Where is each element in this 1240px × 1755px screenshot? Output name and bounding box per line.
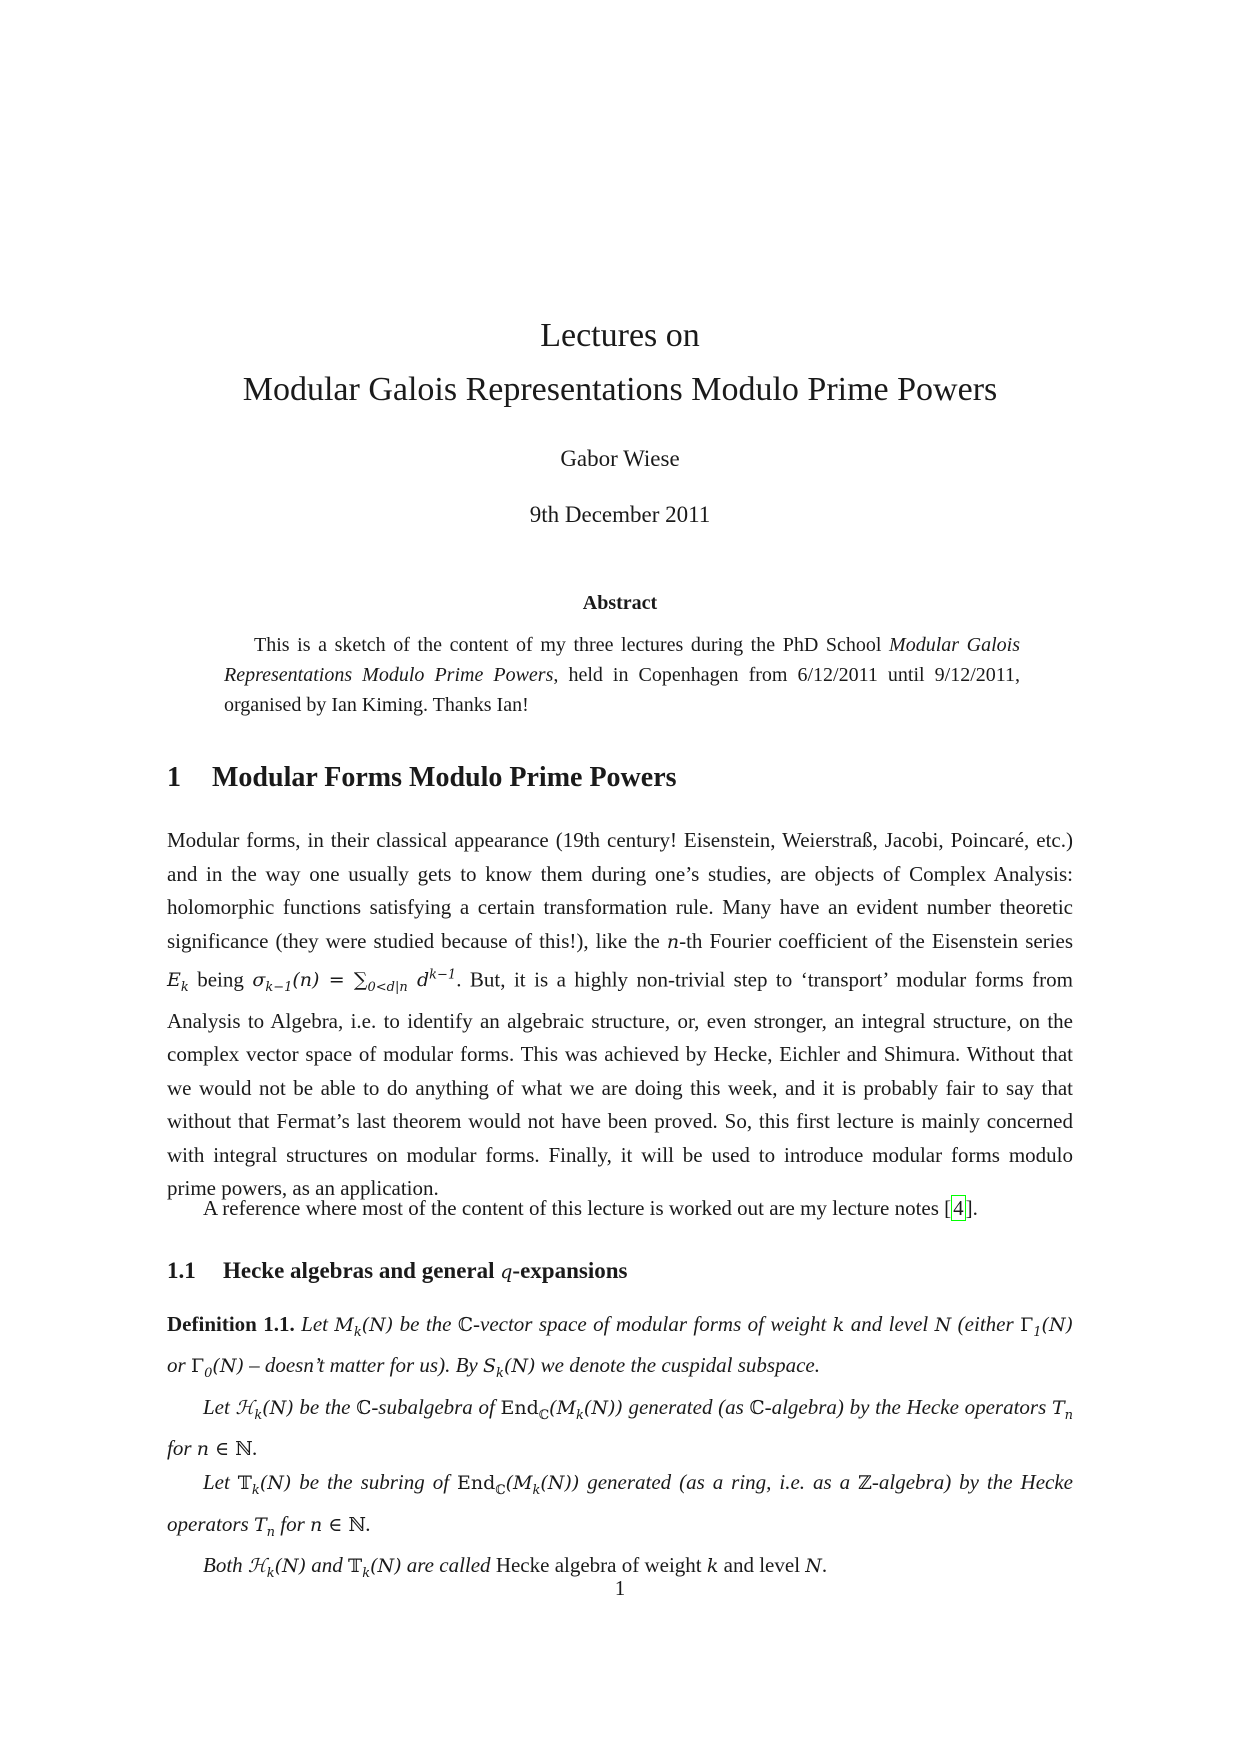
math-n-in-N: n ∈ ℕ [196, 1437, 253, 1460]
def-text: -algebra) by the Hecke operators [764, 1394, 1052, 1419]
def-text: generated (as [622, 1394, 750, 1419]
abstract-text: This is a sketch of the content of my three lectures during the PhD School [254, 634, 890, 656]
math-q: q [500, 1261, 513, 1283]
subsection-title: Hecke algebras and general [223, 1258, 501, 1283]
para-text: Modular forms, in their classical appearance (19th century! Eisenstein, Weierstraß, Jacobi, Poincaré, etc.) and in the way one usually gets to know them during one’s studies, are objects of Complex Analysis: holomorphic functions satisfying a certain transformation rule. Many have an evident number theoretic significance (they were studied because of this!), like the [167, 828, 1073, 953]
math-Sk: $S_k(N)$ [483, 1355, 536, 1382]
math-Hk: ℋ$_k$(N) [247, 1554, 307, 1581]
date: 9th December 2011 [529, 502, 711, 527]
def-text: for [275, 1511, 311, 1536]
definition-para-3 [167, 1466, 1073, 1549]
math-n: n [666, 930, 680, 953]
title-line-2: Modular Galois Representations Modulo Prime Powers [242, 371, 998, 408]
author: Gabor Wiese [560, 446, 680, 471]
def-text: for [167, 1435, 197, 1460]
para-text: . [972, 1196, 978, 1220]
math-n-in-N: n ∈ ℕ [310, 1513, 366, 1536]
section-number: 1 [167, 762, 181, 793]
def-text: . [365, 1511, 372, 1536]
def-text: – doesn’t matter for us). By [243, 1353, 484, 1378]
def-text: Both [203, 1552, 248, 1577]
math-Hk: ℋ$_k$(N) [235, 1396, 294, 1423]
def-text: (either [951, 1312, 1021, 1336]
math-gamma1: $\Gamma_1(N)$ [1020, 1314, 1073, 1340]
abstract-school-name: Modular Galois Representations Modulo Prime Powers [224, 634, 1020, 686]
section-paragraph-1 [167, 824, 1073, 1206]
subsection-title-end: -expansions [512, 1258, 628, 1283]
math-C: ℂ [457, 1314, 474, 1336]
math-Tk: 𝕋$_k$(N) [237, 1472, 292, 1499]
def-text: or [167, 1353, 191, 1378]
def-text: -algebra) by the Hecke operators [167, 1470, 1073, 1536]
title-line-1: Lectures on [540, 317, 700, 354]
def-text: -subalgebra of [371, 1394, 501, 1419]
math-C: ℂ [356, 1396, 372, 1419]
definition-para-1 [167, 1308, 1073, 1391]
section-heading [167, 762, 677, 794]
page-number: 1 [614, 1576, 626, 1600]
def-text: Let [294, 1312, 335, 1336]
math-sigma-formula: $\sigma_{k-1}(n) = \sum_{0<d|n}$ $d^{k-1}$ [252, 968, 457, 996]
para-text: -th Fourier coefficient of the Eisenstein series [679, 928, 1074, 953]
para-text: A reference where most of the content of this lecture is worked out are my lecture notes [203, 1196, 945, 1220]
math-End: $End_ℂ(M_k(N))$ [500, 1396, 623, 1423]
math-Tn: $T_n$ [1051, 1396, 1073, 1423]
para-text: . But, it is a highly non-trivial step to ‘transport’ modular forms from Analysis to Algebra, i.e. to identify an algebraic structure, or, even stronger, an integral structure, on the complex vector space of modular forms. This was achieved by Hecke, Eichler and Shimura. Without that we would not be able to do anything of what we are doing this week, and it is probably fair to say that without that Fermat’s last theorem would not have been proved. So, this first lecture is mainly concerned with integral structures on modular forms. Finally, it will be used to introduce modular forms modulo prime powers, as an application. [167, 967, 1073, 1201]
math-Z: ℤ [858, 1472, 872, 1495]
section-title: Modular Forms Modulo Prime Powers [212, 762, 677, 793]
section-paragraph-2: A reference where most of the content of this lecture is worked out are my lecture notes [4]. [203, 1196, 978, 1220]
subsection-heading [167, 1258, 627, 1284]
def-text: are called [401, 1552, 496, 1577]
def-text: we denote the cuspidal subspace. [535, 1353, 820, 1378]
def-text: and [306, 1552, 349, 1577]
citation-link[interactable]: 4 [953, 1196, 964, 1220]
def-text: -vector space of modular forms of weight [473, 1312, 833, 1336]
def-text: be the [293, 1394, 357, 1419]
math-Tn: $T_n$ [253, 1513, 275, 1540]
def-term: Hecke algebra of weight [495, 1552, 707, 1577]
def-text: Let [203, 1470, 238, 1495]
def-text: and level [844, 1312, 935, 1336]
math-k: k [832, 1314, 845, 1336]
math-C: ℂ [749, 1396, 765, 1419]
def-text: Let [203, 1394, 236, 1419]
def-text: . [821, 1552, 828, 1577]
def-text: be the [393, 1312, 458, 1336]
abstract-body [224, 630, 1020, 720]
math-Ek: $E_k$ [167, 969, 189, 996]
math-N: N [934, 1314, 952, 1336]
definition-label: Definition 1.1. [167, 1312, 295, 1336]
subsection-number: 1.1 [167, 1258, 196, 1283]
def-text: . [252, 1435, 258, 1460]
def-term: and level [718, 1552, 806, 1577]
math-Tk: 𝕋$_k$(N) [348, 1554, 402, 1581]
math-k: k [706, 1554, 719, 1577]
para-text: being [188, 967, 253, 992]
abstract-heading: Abstract [582, 592, 658, 614]
def-text: generated (as a ring, i.e. as a [579, 1470, 859, 1495]
math-N: N [805, 1554, 822, 1577]
math-Mk: $M_k(N)$ [334, 1314, 394, 1340]
def-text: be the subring of [291, 1470, 457, 1495]
definition-block [167, 1308, 1073, 1590]
abstract-text-end: , held in Copenhagen from 6/12/2011 until 9/12/2011, organised by Ian Kiming. Thanks Ian! [224, 664, 1021, 716]
math-gamma0: $\Gamma_0(N)$ [190, 1355, 244, 1382]
definition-para-2 [167, 1391, 1073, 1467]
math-End: $End_ℂ(M_k(N))$ [456, 1472, 580, 1499]
